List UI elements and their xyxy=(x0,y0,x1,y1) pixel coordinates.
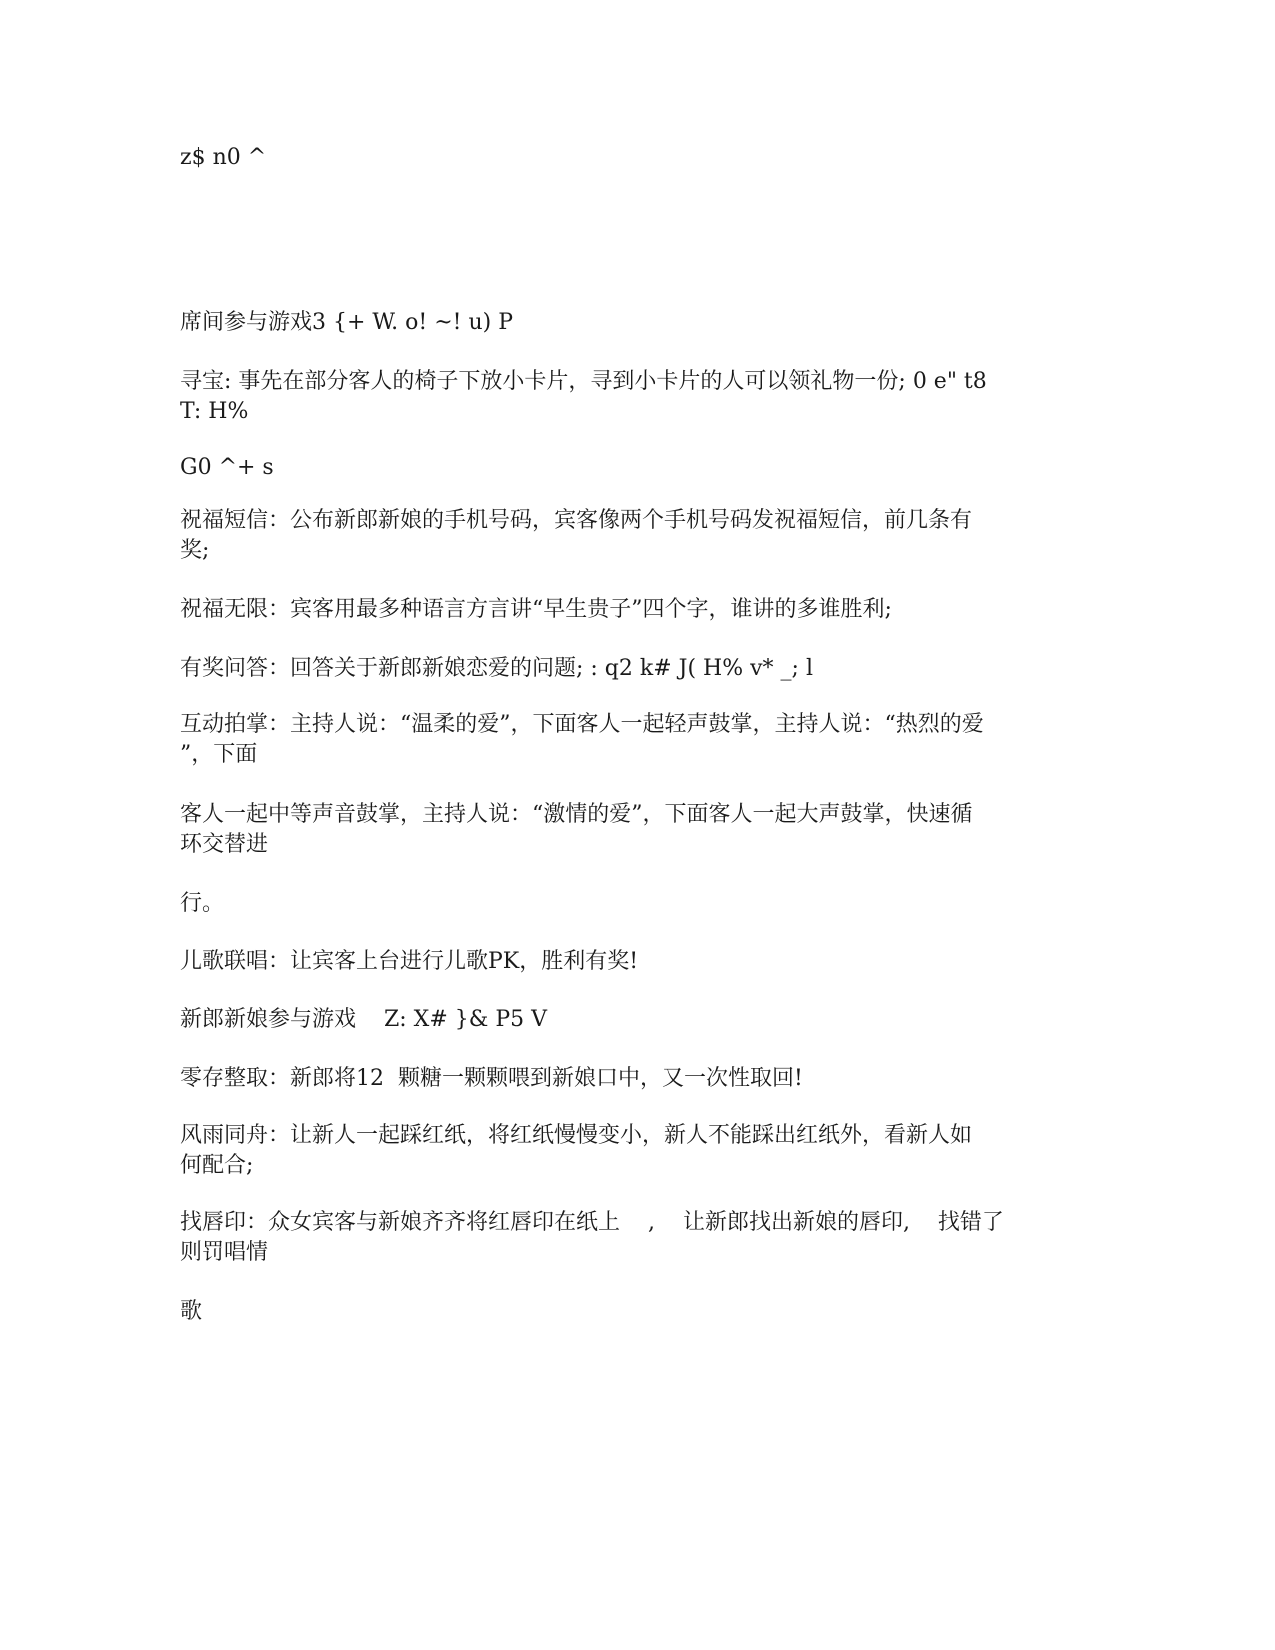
paragraph-clapping-continued: 客人一起中等声音鼓掌，主持人说：“激情的爱”，下面客人一起大声鼓掌，快速循 环交替进 xyxy=(180,802,973,857)
paragraph-treasure-hunt: 寻宝: 事先在部分客人的椅子下放小卡片，寻到小卡片的人可以领礼物一份; 0 e" t8 T: H% xyxy=(180,369,987,424)
paragraph-code-line: G0 ^+ s xyxy=(180,455,274,480)
paragraph-blessing-sms: 祝福短信：公布新郎新娘的手机号码，宾客像两个手机号码发祝福短信，前几条有 奖; xyxy=(180,508,973,563)
paragraph-red-paper: 风雨同舟：让新人一起踩红纸，将红纸慢慢变小，新人不能踩出红纸外，看新人如 何配合; xyxy=(180,1123,973,1178)
paragraph-children-songs: 儿歌联唱：让宾客上台进行儿歌PK，胜利有奖! xyxy=(180,949,639,974)
paragraph-section-heading-couple-games: 新郎新娘参与游戏 Z: X# }& P5 V xyxy=(180,1007,548,1032)
paragraph-interactive-clapping: 互动拍掌：主持人说：“温柔的爱”，下面客人一起轻声鼓掌，主持人说：“热烈的爱 ”，下面 xyxy=(180,712,984,767)
paragraph-lip-print: 找唇印：众女宾客与新娘齐齐将红唇印在纸上 , 让新郎找出新娘的唇印, 找错了 则罚唱情 xyxy=(180,1210,1004,1265)
paragraph-song-end: 歌 xyxy=(180,1299,203,1324)
header-code: z$ n0 ^ xyxy=(180,145,267,170)
paragraph-clapping-end: 行。 xyxy=(180,891,225,916)
paragraph-section-heading-table-games: 席间参与游戏3 {+ W. o! ~! u) P xyxy=(180,310,514,335)
paragraph-unlimited-blessing: 祝福无限：宾客用最多种语言方言讲“早生贵子”四个字，谁讲的多谁胜利; xyxy=(180,597,892,622)
paragraph-quiz: 有奖问答：回答关于新郎新娘恋爱的问题; : q2 k# J( H% v* _; l xyxy=(180,656,813,681)
paragraph-candy-game: 零存整取：新郎将12 颗糖一颗颗喂到新娘口中，又一次性取回! xyxy=(180,1066,803,1091)
